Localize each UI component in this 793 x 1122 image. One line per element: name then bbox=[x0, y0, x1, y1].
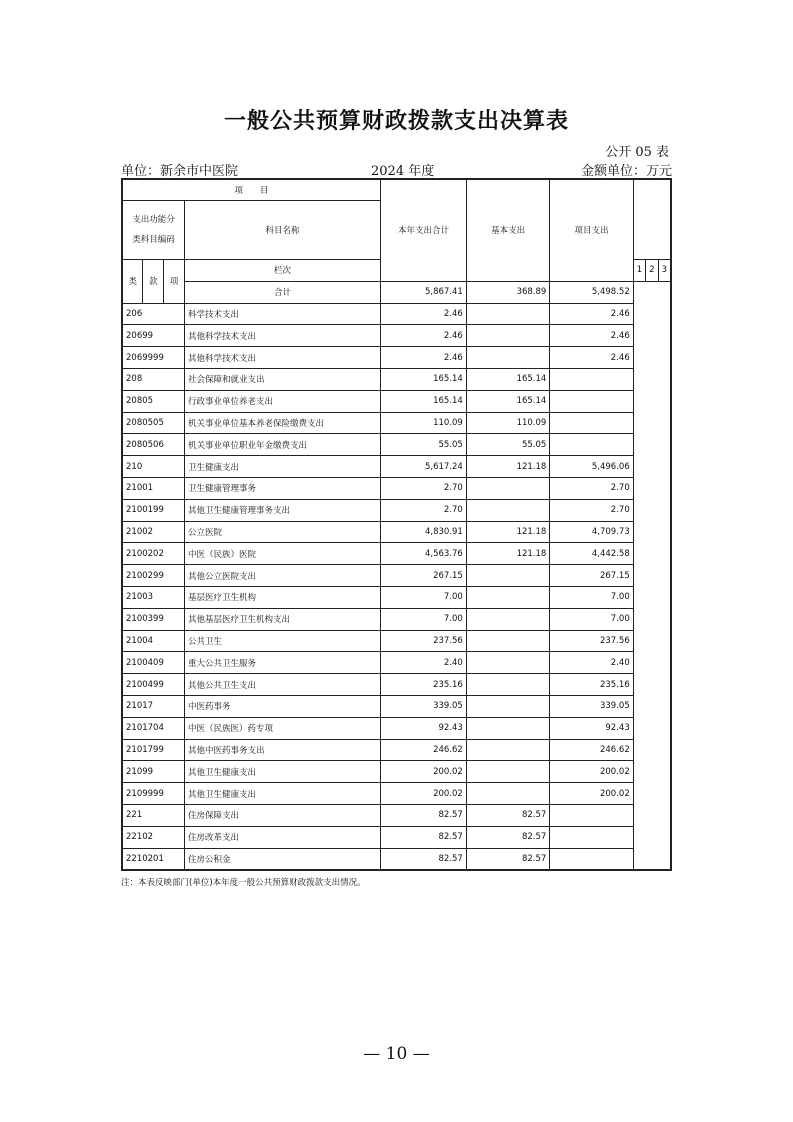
row-code: 20805 bbox=[122, 390, 184, 412]
table-row bbox=[122, 652, 671, 674]
header-xiang: 项 bbox=[164, 260, 185, 304]
row-basic bbox=[466, 608, 549, 630]
row-total: 2.40 bbox=[381, 652, 467, 674]
header-item: 项 目 bbox=[122, 179, 381, 201]
row-total: 2.46 bbox=[381, 303, 467, 325]
row-name: 卫生健康管理事务 bbox=[184, 477, 380, 499]
row-name: 其他科学技术支出 bbox=[184, 325, 380, 347]
table-row bbox=[122, 325, 671, 347]
row-code: 2080506 bbox=[122, 434, 184, 456]
row-basic bbox=[466, 586, 549, 608]
row-total: 165.14 bbox=[381, 390, 467, 412]
row-basic bbox=[466, 347, 549, 369]
row-total: 339.05 bbox=[381, 695, 467, 717]
row-code: 2210201 bbox=[122, 848, 184, 870]
row-project: 7.00 bbox=[550, 608, 633, 630]
row-name: 其他公立医院支出 bbox=[184, 565, 380, 587]
row-project bbox=[550, 434, 633, 456]
row-code: 20699 bbox=[122, 325, 184, 347]
row-project: 200.02 bbox=[550, 783, 633, 805]
row-name: 卫生健康支出 bbox=[184, 456, 380, 478]
row-basic bbox=[466, 477, 549, 499]
header-lanci: 栏次 bbox=[184, 260, 380, 282]
page-number: — 10 — bbox=[363, 1044, 430, 1064]
row-basic bbox=[466, 739, 549, 761]
table-row bbox=[122, 586, 671, 608]
row-basic bbox=[466, 303, 549, 325]
row-project bbox=[550, 848, 633, 870]
total-basic: 368.89 bbox=[466, 281, 549, 303]
row-total: 237.56 bbox=[381, 630, 467, 652]
row-basic: 121.18 bbox=[466, 521, 549, 543]
row-total: 92.43 bbox=[381, 717, 467, 739]
row-total: 2.46 bbox=[381, 325, 467, 347]
row-code: 22102 bbox=[122, 826, 184, 848]
row-name: 其他基层医疗卫生机构支出 bbox=[184, 608, 380, 630]
row-name: 机关事业单位基本养老保险缴费支出 bbox=[184, 412, 380, 434]
table-row bbox=[122, 761, 671, 783]
table-row bbox=[122, 717, 671, 739]
row-basic bbox=[466, 325, 549, 347]
table-row bbox=[122, 347, 671, 369]
row-basic bbox=[466, 717, 549, 739]
row-code: 2069999 bbox=[122, 347, 184, 369]
row-basic bbox=[466, 499, 549, 521]
header-func-code: 支出功能分类科目编码 bbox=[122, 201, 184, 260]
row-name: 住房改革支出 bbox=[184, 826, 380, 848]
header-lei: 类 bbox=[122, 260, 143, 304]
row-code: 21003 bbox=[122, 586, 184, 608]
row-code: 2100399 bbox=[122, 608, 184, 630]
row-project: 2.70 bbox=[550, 499, 633, 521]
row-project: 4,709.73 bbox=[550, 521, 633, 543]
table-row bbox=[122, 477, 671, 499]
header-kuan: 款 bbox=[143, 260, 164, 304]
header-col2: 2 bbox=[646, 260, 658, 282]
row-name: 住房公积金 bbox=[184, 848, 380, 870]
row-name: 科学技术支出 bbox=[184, 303, 380, 325]
row-basic: 121.18 bbox=[466, 456, 549, 478]
header-total: 本年支出合计 bbox=[381, 179, 467, 281]
row-total: 2.70 bbox=[381, 477, 467, 499]
row-project: 246.62 bbox=[550, 739, 633, 761]
row-basic: 82.57 bbox=[466, 826, 549, 848]
row-project bbox=[550, 826, 633, 848]
table-row bbox=[122, 521, 671, 543]
row-total: 5,617.24 bbox=[381, 456, 467, 478]
row-code: 2100299 bbox=[122, 565, 184, 587]
row-project: 2.46 bbox=[550, 303, 633, 325]
row-total: 246.62 bbox=[381, 739, 467, 761]
row-project bbox=[550, 412, 633, 434]
row-code: 2100499 bbox=[122, 674, 184, 696]
row-total: 4,830.91 bbox=[381, 521, 467, 543]
row-total: 235.16 bbox=[381, 674, 467, 696]
row-code: 2109999 bbox=[122, 783, 184, 805]
row-project: 267.15 bbox=[550, 565, 633, 587]
row-total: 82.57 bbox=[381, 804, 467, 826]
row-total: 267.15 bbox=[381, 565, 467, 587]
row-basic bbox=[466, 783, 549, 805]
table-row bbox=[122, 848, 671, 870]
row-project bbox=[550, 368, 633, 390]
row-name: 机关事业单位职业年金缴费支出 bbox=[184, 434, 380, 456]
row-name: 其他科学技术支出 bbox=[184, 347, 380, 369]
row-project: 2.40 bbox=[550, 652, 633, 674]
row-code: 208 bbox=[122, 368, 184, 390]
table-row bbox=[122, 303, 671, 325]
row-total: 82.57 bbox=[381, 848, 467, 870]
table-row bbox=[122, 565, 671, 587]
row-name: 其他中医药事务支出 bbox=[184, 739, 380, 761]
table-row bbox=[122, 434, 671, 456]
row-code: 221 bbox=[122, 804, 184, 826]
row-code: 2101704 bbox=[122, 717, 184, 739]
row-basic: 121.18 bbox=[466, 543, 549, 565]
row-code: 2101799 bbox=[122, 739, 184, 761]
row-project: 2.46 bbox=[550, 325, 633, 347]
row-basic: 82.57 bbox=[466, 848, 549, 870]
row-code: 2100199 bbox=[122, 499, 184, 521]
header-row-1 bbox=[122, 179, 671, 201]
row-name: 其他卫生健康支出 bbox=[184, 783, 380, 805]
table-row bbox=[122, 368, 671, 390]
table-row bbox=[122, 499, 671, 521]
row-total: 110.09 bbox=[381, 412, 467, 434]
table-row bbox=[122, 456, 671, 478]
row-basic bbox=[466, 761, 549, 783]
table-row bbox=[122, 412, 671, 434]
row-total: 82.57 bbox=[381, 826, 467, 848]
unit-label: 单位：新余市中医院 bbox=[121, 164, 239, 179]
table-row bbox=[122, 630, 671, 652]
row-name: 其他公共卫生支出 bbox=[184, 674, 380, 696]
header-col1: 1 bbox=[633, 260, 645, 282]
table-row bbox=[122, 390, 671, 412]
table-row bbox=[122, 674, 671, 696]
row-name: 住房保障支出 bbox=[184, 804, 380, 826]
row-total: 7.00 bbox=[381, 608, 467, 630]
row-total: 200.02 bbox=[381, 783, 467, 805]
row-name: 行政事业单位养老支出 bbox=[184, 390, 380, 412]
row-basic: 165.14 bbox=[466, 368, 549, 390]
row-name: 中医药事务 bbox=[184, 695, 380, 717]
row-total: 2.70 bbox=[381, 499, 467, 521]
row-basic bbox=[466, 565, 549, 587]
row-code: 2080505 bbox=[122, 412, 184, 434]
row-name: 公共卫生 bbox=[184, 630, 380, 652]
row-total: 7.00 bbox=[381, 586, 467, 608]
row-basic bbox=[466, 630, 549, 652]
row-code: 2100409 bbox=[122, 652, 184, 674]
row-code: 21017 bbox=[122, 695, 184, 717]
row-project: 5,496.06 bbox=[550, 456, 633, 478]
row-name: 中医（民族医）药专项 bbox=[184, 717, 380, 739]
row-basic: 165.14 bbox=[466, 390, 549, 412]
total-label: 合计 bbox=[184, 281, 380, 303]
form-number: 公开 05 表 bbox=[605, 145, 669, 160]
total-row bbox=[122, 281, 671, 303]
row-project: 237.56 bbox=[550, 630, 633, 652]
total-project: 5,498.52 bbox=[550, 281, 633, 303]
row-total: 4,563.76 bbox=[381, 543, 467, 565]
row-name: 重大公共卫生服务 bbox=[184, 652, 380, 674]
header-project: 项目支出 bbox=[550, 179, 633, 281]
row-project: 2.46 bbox=[550, 347, 633, 369]
row-name: 其他卫生健康管理事务支出 bbox=[184, 499, 380, 521]
table-row bbox=[122, 804, 671, 826]
table-row bbox=[122, 608, 671, 630]
table-row bbox=[122, 739, 671, 761]
row-code: 21099 bbox=[122, 761, 184, 783]
row-code: 21004 bbox=[122, 630, 184, 652]
table-row bbox=[122, 783, 671, 805]
year-label: 2024 年度 bbox=[371, 164, 435, 179]
header-subject-name: 科目名称 bbox=[184, 201, 380, 260]
row-basic: 55.05 bbox=[466, 434, 549, 456]
row-project bbox=[550, 804, 633, 826]
expenditure-table bbox=[121, 178, 672, 871]
row-basic bbox=[466, 695, 549, 717]
table-row bbox=[122, 543, 671, 565]
row-name: 其他卫生健康支出 bbox=[184, 761, 380, 783]
table-row bbox=[122, 826, 671, 848]
row-project: 7.00 bbox=[550, 586, 633, 608]
row-name: 中医（民族）医院 bbox=[184, 543, 380, 565]
row-name: 基层医疗卫生机构 bbox=[184, 586, 380, 608]
row-code: 21002 bbox=[122, 521, 184, 543]
row-code: 2100202 bbox=[122, 543, 184, 565]
row-total: 55.05 bbox=[381, 434, 467, 456]
row-total: 200.02 bbox=[381, 761, 467, 783]
row-basic: 110.09 bbox=[466, 412, 549, 434]
row-code: 206 bbox=[122, 303, 184, 325]
page-title: 一般公共预算财政拨款支出决算表 bbox=[223, 108, 569, 134]
row-basic: 82.57 bbox=[466, 804, 549, 826]
total-amount: 5,867.41 bbox=[381, 281, 467, 303]
row-total: 2.46 bbox=[381, 347, 467, 369]
row-basic bbox=[466, 674, 549, 696]
row-project: 2.70 bbox=[550, 477, 633, 499]
row-code: 210 bbox=[122, 456, 184, 478]
header-basic: 基本支出 bbox=[466, 179, 549, 281]
row-project: 200.02 bbox=[550, 761, 633, 783]
header-col3: 3 bbox=[658, 260, 671, 282]
table-row bbox=[122, 695, 671, 717]
row-total: 165.14 bbox=[381, 368, 467, 390]
footnote: 注：本表反映部门(单位)本年度一般公共预算财政拨款支出情况。 bbox=[121, 878, 366, 888]
row-code: 21001 bbox=[122, 477, 184, 499]
row-project bbox=[550, 390, 633, 412]
row-project: 339.05 bbox=[550, 695, 633, 717]
row-project: 92.43 bbox=[550, 717, 633, 739]
row-basic bbox=[466, 652, 549, 674]
table-meta bbox=[121, 160, 672, 178]
row-project: 4,442.58 bbox=[550, 543, 633, 565]
row-name: 公立医院 bbox=[184, 521, 380, 543]
row-project: 235.16 bbox=[550, 674, 633, 696]
row-name: 社会保障和就业支出 bbox=[184, 368, 380, 390]
amount-unit-label: 金额单位：万元 bbox=[580, 164, 672, 179]
